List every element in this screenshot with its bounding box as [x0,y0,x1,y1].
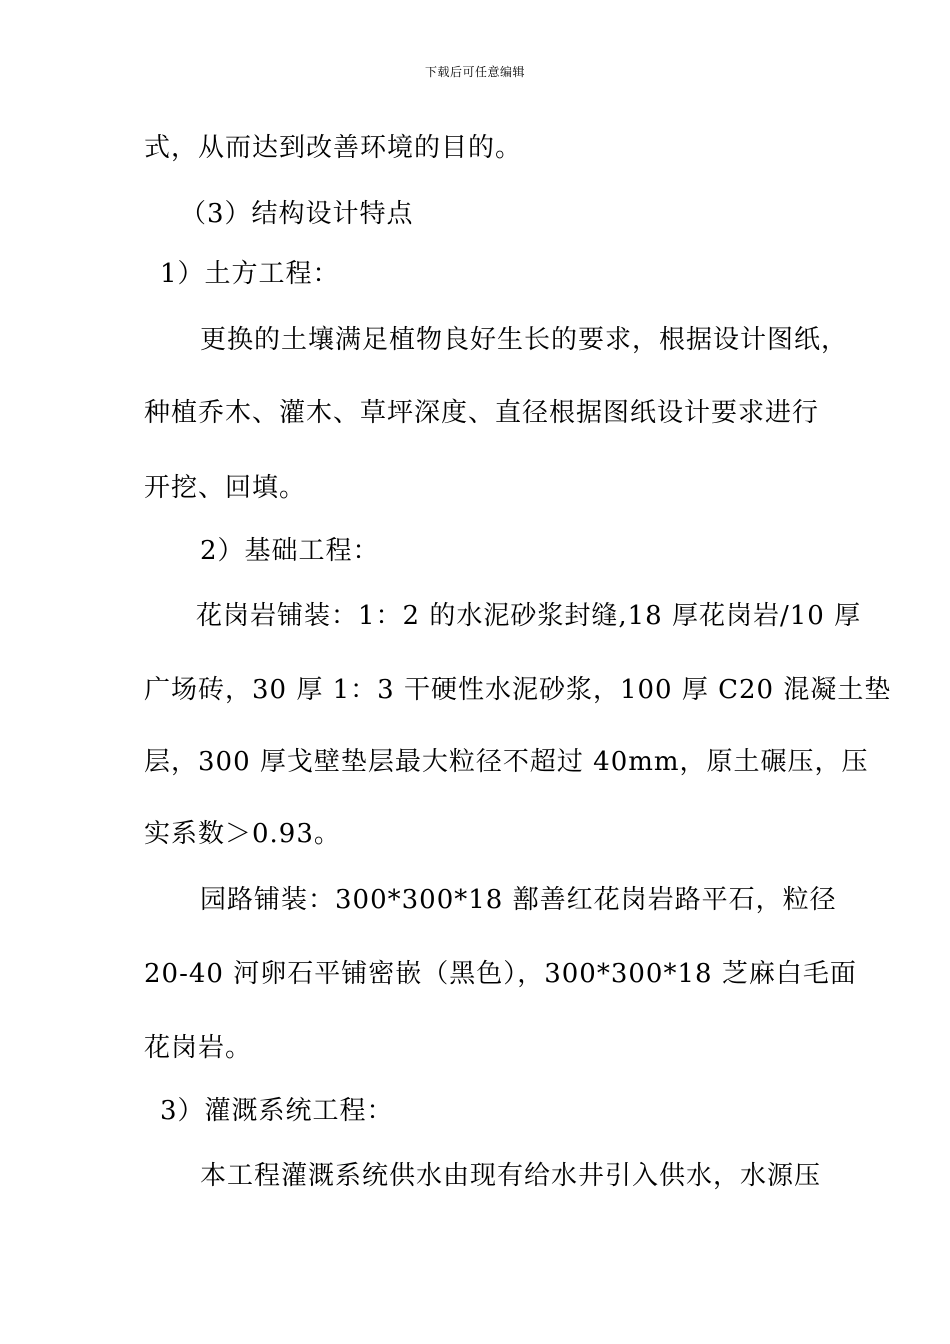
subheading-foundation: 2）基础工程： [200,536,380,566]
body-line-7: 层，300 厚戈壁垫层最大粒径不超过 40mm，原土碾压，压 [144,747,869,777]
body-line-12: 本工程灌溉系统供水由现有给水井引入供水，水源压 [200,1161,822,1191]
section-heading-structure: （3）结构设计特点 [180,199,414,229]
body-line-5: 花岗岩铺装：1：2 的水泥砂浆封缝,18 厚花岗岩/10 厚 [196,601,862,631]
body-line-10: 20-40 河卵石平铺密嵌（黑色），300*300*18 芝麻白毛面 [144,959,857,989]
body-line-3: 种植乔木、灌木、草坪深度、直径根据图纸设计要求进行 [144,398,820,428]
body-line-9: 园路铺装：300*300*18 鄯善红花岗岩路平石，粒径 [200,885,837,915]
body-line-1: 式，从而达到改善环境的目的。 [144,133,523,163]
body-line-8: 实系数＞0.93。 [144,819,341,849]
body-line-6: 广场砖，30 厚 1：3 干硬性水泥砂浆，100 厚 C20 混凝土垫 [144,675,892,705]
page-header: 下载后可任意编辑 [424,65,525,79]
body-line-2: 更换的土壤满足植物良好生长的要求，根据设计图纸， [200,325,849,355]
body-line-11: 花岗岩。 [144,1033,253,1063]
subheading-earthwork: 1）土方工程： [160,259,340,289]
subheading-irrigation: 3）灌溉系统工程： [160,1096,394,1126]
body-line-4: 开挖、回填。 [144,473,307,503]
